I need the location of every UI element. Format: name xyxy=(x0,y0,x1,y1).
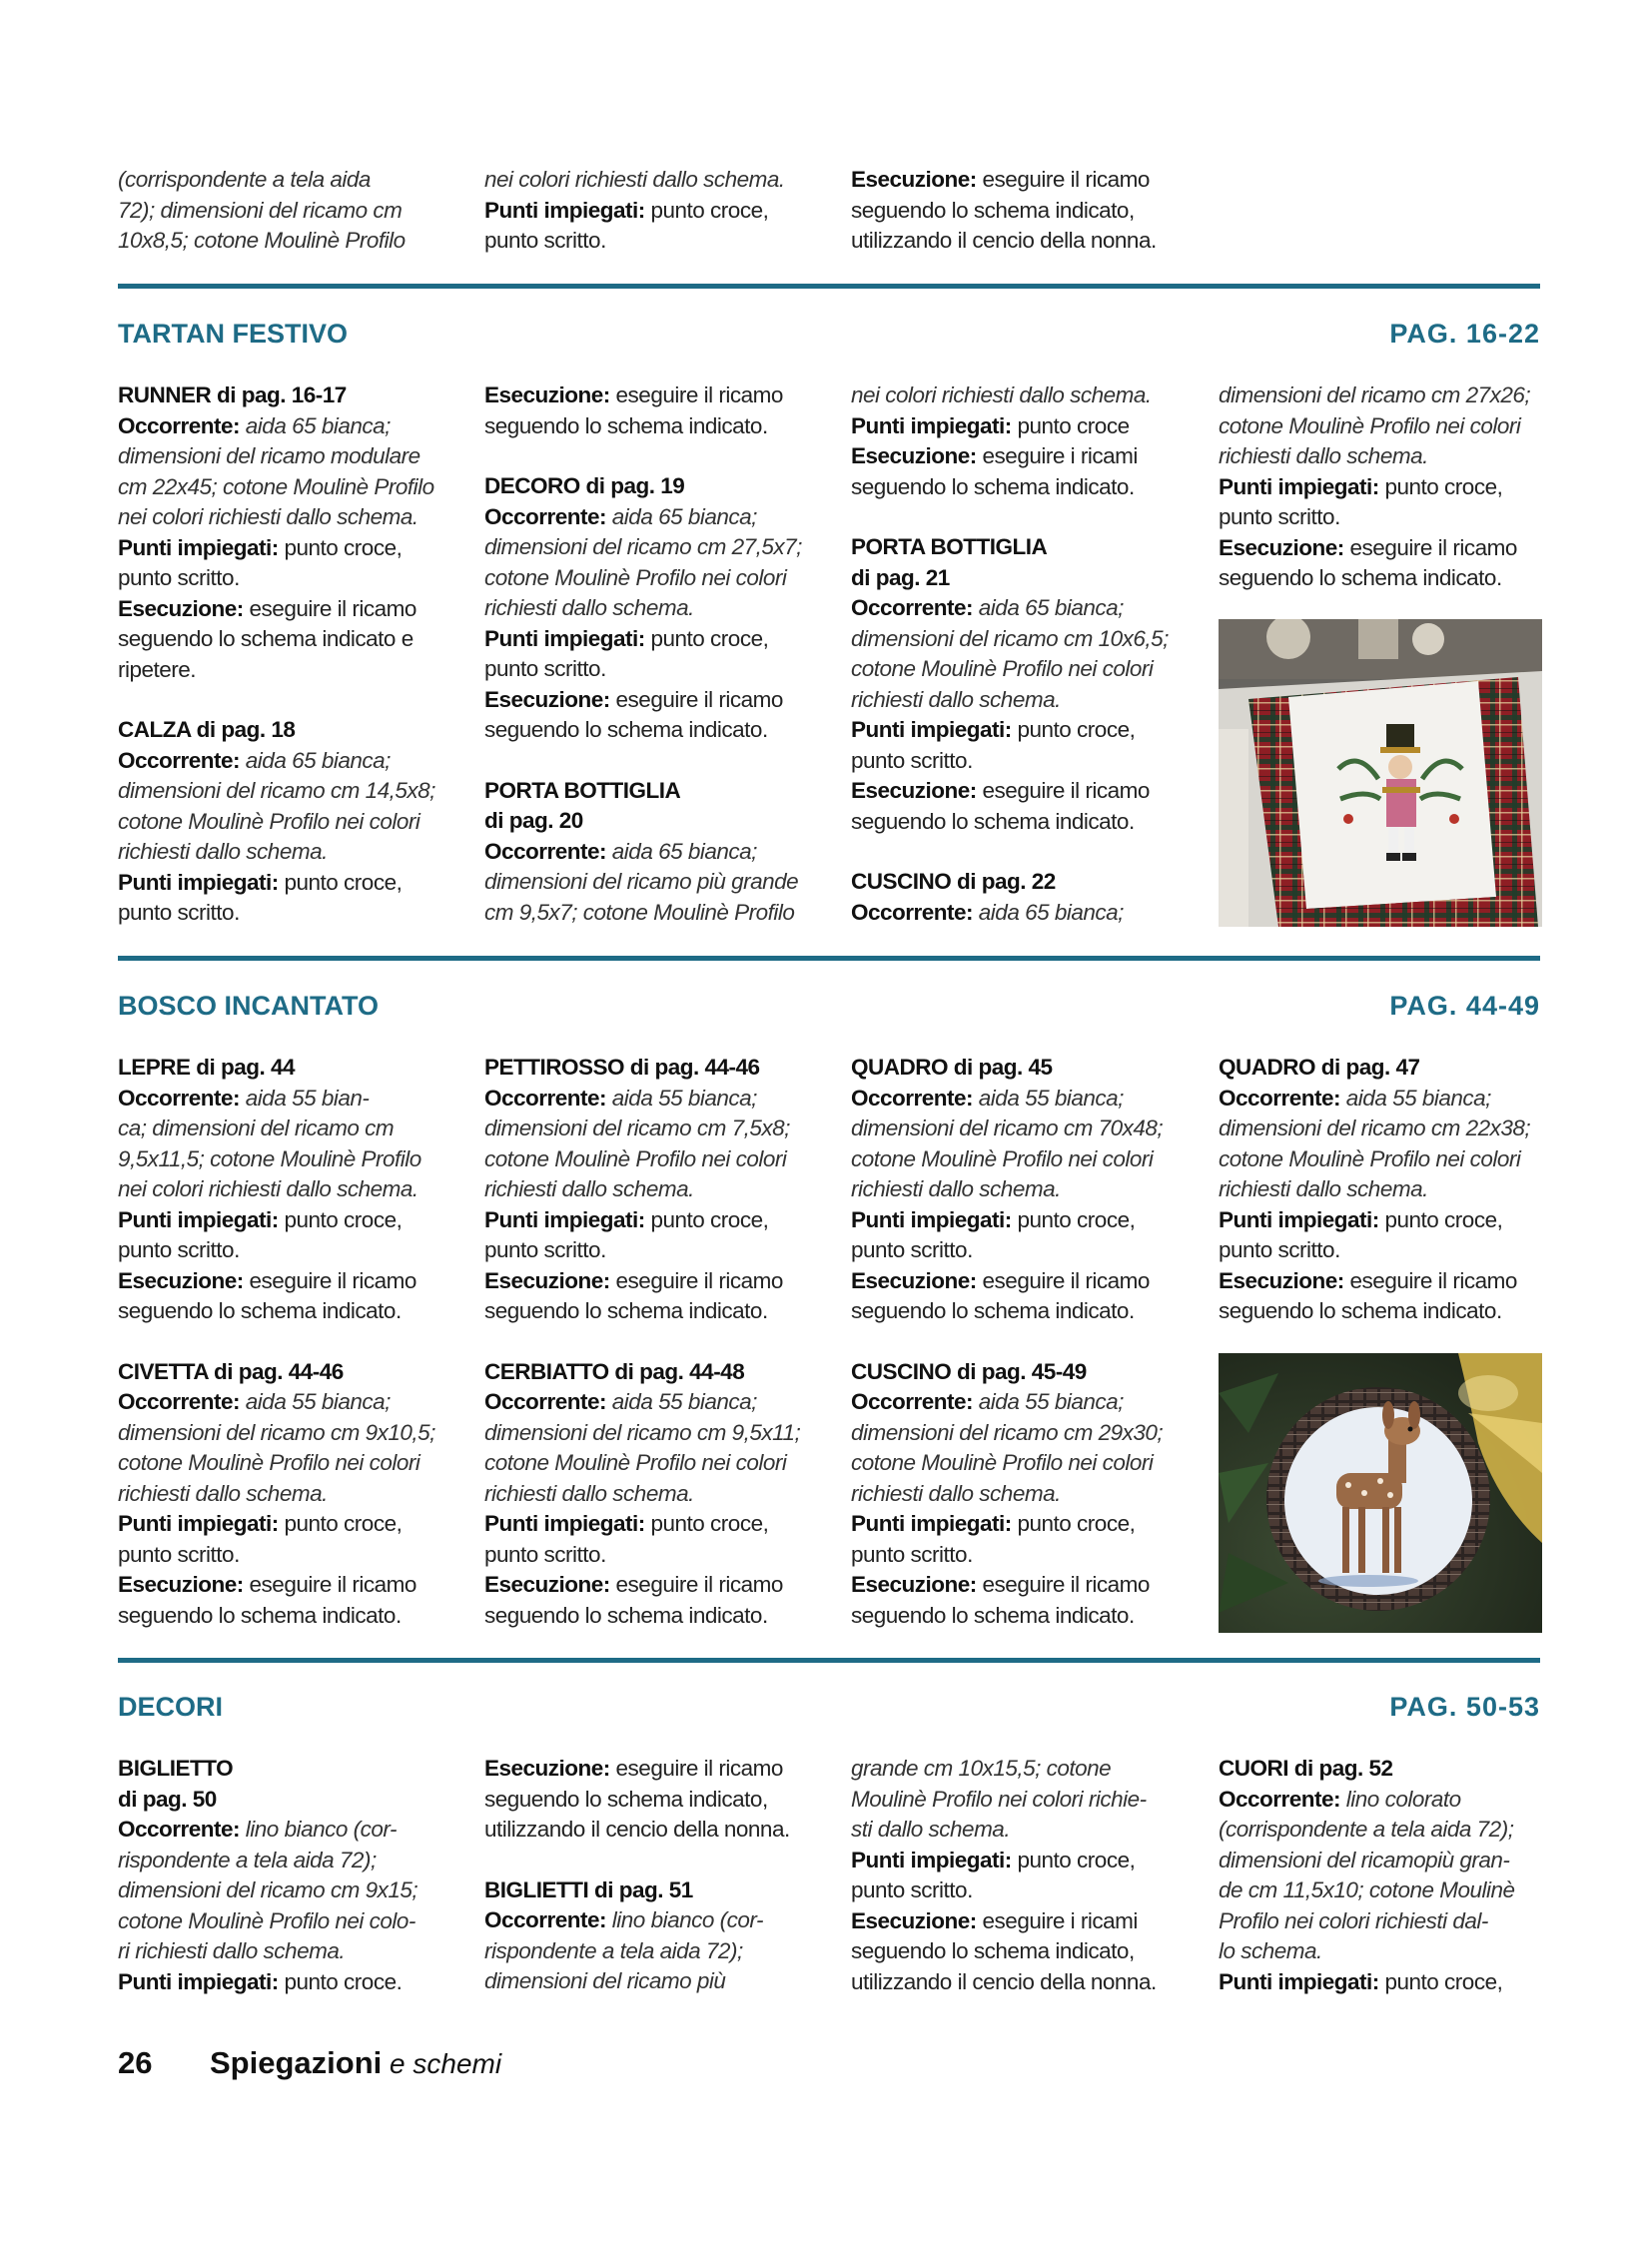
item-title: LEPRE di pag. 44 xyxy=(118,1055,296,1080)
punti-text: punto croce, xyxy=(644,197,769,223)
occ-label: Occorrente: xyxy=(484,1907,607,1932)
punti-text: punto croce, xyxy=(278,1206,403,1232)
item-title: CUSCINO di pag. 45-49 xyxy=(851,1358,1087,1384)
text-line: cotone Moulinè Profilo nei colori xyxy=(118,1450,420,1475)
section-pages-tartan: PAG. 16-22 xyxy=(1389,319,1540,349)
occ-label: Occorrente: xyxy=(484,503,607,529)
punti-text: punto croce, xyxy=(1011,1511,1136,1536)
item-title: BIGLIETTO xyxy=(118,1756,234,1781)
running-title-bold: Spiegazioni xyxy=(210,2045,383,2080)
esec-text: eseguire i ricami xyxy=(976,1907,1138,1933)
punti-label: Punti impiegati: xyxy=(851,412,1012,438)
text-line: cotone Moulinè Profilo nei colori xyxy=(851,1450,1154,1475)
tartan-col-3 xyxy=(851,380,1177,928)
text-line: punto scritto. xyxy=(851,1541,973,1567)
section-pages-bosco: PAG. 44-49 xyxy=(1389,991,1540,1021)
text-line: 72); dimensioni del ricamo cm xyxy=(118,197,403,223)
punti-label: Punti impiegati: xyxy=(118,869,279,895)
text-line: cotone Moulinè Profilo nei colori xyxy=(851,1145,1154,1171)
esec-label: Esecuzione: xyxy=(484,1756,610,1781)
occ-text: aida 65 bianca; xyxy=(240,412,391,438)
runner-nutcracker-photo xyxy=(1219,619,1542,927)
punti-label: Punti impiegati: xyxy=(118,1968,279,1994)
item-title: di pag. 20 xyxy=(484,808,583,833)
text-line: dimensioni del ricamo cm 10x6,5; xyxy=(851,625,1169,651)
text-line: cotone Moulinè Profilo nei colori xyxy=(484,1145,787,1171)
occ-text: aida 55 bianca; xyxy=(1340,1085,1491,1111)
text-line: lo schema. xyxy=(1219,1938,1322,1963)
text-line: seguendo lo schema indicato. xyxy=(851,1602,1135,1628)
occ-label: Occorrente: xyxy=(118,747,241,773)
text-line: nei colori richiesti dallo schema. xyxy=(851,382,1152,407)
text-line: dimensioni del ricamo cm 9,5x11; xyxy=(484,1419,801,1445)
occ-text: aida 55 bianca; xyxy=(973,1085,1124,1111)
text-line: seguendo lo schema indicato. xyxy=(484,412,768,438)
occ-text: lino colorato xyxy=(1340,1786,1461,1812)
esec-label: Esecuzione: xyxy=(851,1572,977,1597)
text-line: rispondente a tela aida 72); xyxy=(118,1847,377,1872)
item-title: QUADRO di pag. 45 xyxy=(851,1055,1053,1080)
esec-text: eseguire il ricamo xyxy=(1343,534,1517,560)
esec-line xyxy=(851,165,1177,196)
text-line: richiesti dallo schema. xyxy=(1219,443,1428,468)
esec-label: Esecuzione: xyxy=(118,1267,244,1293)
esec-text: eseguire il ricamo xyxy=(976,1572,1150,1597)
text-line: cotone Moulinè Profilo nei colo- xyxy=(118,1907,415,1933)
text-line: seguendo lo schema indicato. xyxy=(1219,565,1502,590)
tartan-col-1 xyxy=(118,380,443,929)
item-title: CIVETTA di pag. 44-46 xyxy=(118,1358,344,1384)
punti-text: punto croce, xyxy=(1011,1206,1136,1232)
section-title-decori: DECORI xyxy=(118,1692,224,1722)
item-title: PORTA BOTTIGLIA xyxy=(851,534,1048,559)
text-line: nei colori richiesti dallo schema. xyxy=(484,167,785,192)
esec-text: eseguire il ricamo xyxy=(609,1572,783,1597)
esec-label: Esecuzione: xyxy=(851,443,977,468)
running-title-italic: e schemi xyxy=(382,2048,502,2079)
text-line: seguendo lo schema indicato, xyxy=(851,197,1135,223)
text-line: punto scritto. xyxy=(118,1541,240,1567)
section-title-bosco: BOSCO INCANTATO xyxy=(118,991,379,1021)
punti-text: punto croce xyxy=(1011,412,1130,438)
text-line: ripetere. xyxy=(118,656,197,682)
punti-label: Punti impiegati: xyxy=(118,534,279,560)
esec-label: Esecuzione: xyxy=(1219,534,1344,560)
text-line: punto scritto. xyxy=(484,228,606,253)
punti-line xyxy=(484,196,810,227)
text-line: utilizzando il cencio della nonna. xyxy=(851,228,1157,253)
section-pages-decori: PAG. 50-53 xyxy=(1389,1692,1540,1722)
text-line: Moulinè Profilo nei colori richie- xyxy=(851,1786,1147,1812)
esec-text: eseguire il ricamo xyxy=(243,1572,416,1597)
occ-text: aida 55 bianca; xyxy=(240,1389,391,1414)
esec-label: Esecuzione: xyxy=(1219,1267,1344,1293)
esec-label: Esecuzione: xyxy=(851,1907,977,1933)
text-line: dimensioni del ricamo cm 27x26; xyxy=(1219,382,1531,407)
punti-label: Punti impiegati: xyxy=(484,1206,645,1232)
bosco-col-1 xyxy=(118,1053,443,1631)
text-line: richiesti dallo schema. xyxy=(118,1480,328,1506)
text-line: cotone Moulinè Profilo nei colori xyxy=(118,808,420,834)
text-line: seguendo lo schema indicato. xyxy=(118,1602,402,1628)
text-line: seguendo lo schema indicato. xyxy=(484,717,768,742)
text-line: punto scritto. xyxy=(851,747,973,773)
esec-label: Esecuzione: xyxy=(484,382,610,407)
text-line: dimensioni del ricamo cm 22x38; xyxy=(1219,1116,1531,1140)
text-line: dimensioni del ricamo cm 27,5x7; xyxy=(484,534,802,559)
text-line: richiesti dallo schema. xyxy=(851,1480,1061,1506)
text-line: richiesti dallo schema. xyxy=(1219,1176,1428,1201)
punti-label: Punti impiegati: xyxy=(1219,1206,1379,1232)
item-title: PETTIROSSO di pag. 44-46 xyxy=(484,1055,760,1080)
esec-label: Esecuzione: xyxy=(851,778,977,803)
top-col-2 xyxy=(484,165,810,257)
text-line: cm 22x45; cotone Moulinè Profilo xyxy=(118,473,434,499)
bosco-col-4 xyxy=(1219,1053,1544,1327)
punti-label: Punti impiegati: xyxy=(1219,473,1379,499)
punti-label: Punti impiegati: xyxy=(851,1511,1012,1536)
esec-label: Esecuzione: xyxy=(484,1572,610,1597)
occ-label: Occorrente: xyxy=(851,595,974,620)
esec-text: eseguire il ricamo xyxy=(609,382,783,407)
tartan-col-4 xyxy=(1219,380,1544,594)
text-line: seguendo lo schema indicato. xyxy=(484,1602,768,1628)
punti-text: punto croce, xyxy=(278,1511,403,1536)
occ-text: aida 65 bianca; xyxy=(973,899,1124,925)
text-line: seguendo lo schema indicato, xyxy=(484,1786,768,1812)
text-line: cotone Moulinè Profilo nei colori xyxy=(484,564,787,590)
text-line: richiesti dallo schema. xyxy=(484,595,694,620)
item-title: PORTA BOTTIGLIA xyxy=(484,777,681,803)
punti-label: Punti impiegati: xyxy=(484,197,645,223)
occ-text: aida 55 bian- xyxy=(240,1085,370,1111)
esec-text: eseguire il ricamo xyxy=(976,1267,1150,1293)
esec-label: Esecuzione: xyxy=(484,1267,610,1293)
text-line: sti dallo schema. xyxy=(851,1817,1011,1842)
tartan-col-2 xyxy=(484,380,810,928)
decori-col-1 xyxy=(118,1754,443,1997)
item-title: RUNNER di pag. 16-17 xyxy=(118,382,347,407)
esec-text: eseguire il ricamo xyxy=(609,1267,783,1293)
punti-text: punto croce, xyxy=(1378,473,1503,499)
punti-label: Punti impiegati: xyxy=(1219,1968,1379,1994)
text-line: (corrispondente a tela aida 72); xyxy=(1219,1817,1514,1842)
text-line: dimensioni del ricamo modulare xyxy=(118,443,420,468)
text-line: 10x8,5; cotone Moulinè Profilo xyxy=(118,228,406,253)
punti-text: punto croce, xyxy=(278,869,403,895)
punti-text: punto croce, xyxy=(1378,1968,1503,1994)
punti-label: Punti impiegati: xyxy=(118,1206,279,1232)
text-line: seguendo lo schema indicato e xyxy=(118,626,413,651)
text-line: richiesti dallo schema. xyxy=(118,839,328,864)
text-line: dimensioni del ricamo più xyxy=(484,1968,726,1993)
text-line: cotone Moulinè Profilo nei colori xyxy=(1219,412,1521,438)
occ-label: Occorrente: xyxy=(1219,1085,1341,1111)
esec-label: Esecuzione: xyxy=(484,686,610,712)
decori-col-4 xyxy=(1219,1754,1544,1997)
text-line: punto scritto. xyxy=(1219,504,1340,529)
text-line: 9,5x11,5; cotone Moulinè Profilo xyxy=(118,1145,421,1171)
esec-label: Esecuzione: xyxy=(851,1267,977,1293)
esec-text: eseguire i ricami xyxy=(976,443,1138,468)
occ-label: Occorrente: xyxy=(851,1085,974,1111)
text-line: nei colori richiesti dallo schema. xyxy=(118,1176,418,1201)
punti-text: punto croce. xyxy=(278,1968,403,1994)
text-line: dimensioni del ricamo più grande xyxy=(484,869,799,894)
punti-text: punto croce, xyxy=(1011,1847,1136,1872)
esec-text: eseguire il ricamo xyxy=(243,595,416,621)
text-line: punto scritto. xyxy=(484,656,606,681)
punti-text: punto croce, xyxy=(278,534,403,560)
item-title: di pag. 50 xyxy=(118,1786,217,1812)
punti-text: punto croce, xyxy=(644,1511,769,1536)
occ-text: lino bianco (cor- xyxy=(606,1907,763,1932)
bosco-col-2 xyxy=(484,1053,810,1631)
text-line: dimensioni del ricamo cm 9x10,5; xyxy=(118,1419,435,1445)
esec-label: Esecuzione: xyxy=(851,167,977,192)
item-title: QUADRO di pag. 47 xyxy=(1219,1055,1420,1080)
occ-text: aida 55 bianca; xyxy=(606,1085,757,1111)
occ-text: aida 65 bianca; xyxy=(240,747,391,773)
runner-photo-illustration xyxy=(1219,619,1542,927)
text-line: punto scritto. xyxy=(484,1541,606,1567)
text-line: seguendo lo schema indicato. xyxy=(851,1298,1135,1323)
text-line: richiesti dallo schema. xyxy=(484,1480,694,1506)
text-line: dimensioni del ricamo cm 7,5x8; xyxy=(484,1116,790,1140)
text-line: seguendo lo schema indicato. xyxy=(484,1298,768,1323)
text-line: dimensioni del ricamo cm 9x15; xyxy=(118,1877,418,1902)
esec-label: Esecuzione: xyxy=(118,595,244,621)
occ-label: Occorrente: xyxy=(484,838,607,864)
esec-label: Esecuzione: xyxy=(118,1572,244,1597)
occ-label: Occorrente: xyxy=(851,1389,974,1414)
text-line: ca; dimensioni del ricamo cm xyxy=(118,1116,395,1140)
decori-col-3 xyxy=(851,1754,1177,1997)
occ-label: Occorrente: xyxy=(484,1389,607,1414)
cushion-fawn-photo xyxy=(1219,1353,1542,1633)
text-line: dimensioni del ricamopiù gran- xyxy=(1219,1847,1510,1872)
text-line: seguendo lo schema indicato. xyxy=(1219,1298,1502,1323)
text-line: cotone Moulinè Profilo nei colori xyxy=(484,1450,787,1475)
text-line: punto scritto. xyxy=(851,1877,973,1902)
occ-label: Occorrente: xyxy=(484,1085,607,1111)
section-title-tartan: TARTAN FESTIVO xyxy=(118,319,348,349)
punti-label: Punti impiegati: xyxy=(484,1511,645,1536)
top-col-1 xyxy=(118,165,443,257)
occ-text: lino bianco (cor- xyxy=(240,1817,397,1842)
item-title: DECORO di pag. 19 xyxy=(484,473,685,498)
text-line: seguendo lo schema indicato, xyxy=(851,1938,1135,1963)
occ-text: aida 65 bianca; xyxy=(606,838,757,864)
bosco-col-3 xyxy=(851,1053,1177,1631)
text-line: seguendo lo schema indicato. xyxy=(118,1298,402,1323)
top-col-3 xyxy=(851,165,1177,257)
punti-label: Punti impiegati: xyxy=(851,1847,1012,1872)
text-line: cm 9,5x7; cotone Moulinè Profilo xyxy=(484,899,795,925)
text-line: dimensioni del ricamo cm 29x30; xyxy=(851,1419,1164,1445)
occ-label: Occorrente: xyxy=(851,899,974,925)
item-title: CALZA di pag. 18 xyxy=(118,717,296,742)
occ-label: Occorrente: xyxy=(1219,1786,1341,1812)
occ-text: aida 65 bianca; xyxy=(973,595,1124,620)
text-line: cotone Moulinè Profilo nei colori xyxy=(1219,1145,1521,1171)
punti-text: punto croce, xyxy=(1011,717,1136,742)
text-line: de cm 11,5x10; cotone Moulinè xyxy=(1219,1877,1515,1902)
punti-text: punto croce, xyxy=(1378,1206,1503,1232)
esec-text: eseguire il ricamo xyxy=(243,1267,416,1293)
punti-text: punto croce, xyxy=(644,1206,769,1232)
punti-label: Punti impiegati: xyxy=(851,717,1012,742)
decori-col-2 xyxy=(484,1754,810,1997)
item-title: CUSCINO di pag. 22 xyxy=(851,869,1056,894)
occ-label: Occorrente: xyxy=(118,412,241,438)
punti-label: Punti impiegati: xyxy=(118,1511,279,1536)
text-line: seguendo lo schema indicato. xyxy=(851,808,1135,834)
text-line: ri richiesti dallo schema. xyxy=(118,1938,346,1963)
text-line: (corrispondente a tela aida xyxy=(118,167,371,192)
text-line: rispondente a tela aida 72); xyxy=(484,1937,743,1963)
text-line: utilizzando il cencio della nonna. xyxy=(851,1968,1157,1994)
occ-text: aida 65 bianca; xyxy=(606,503,757,529)
item-title: CERBIATTO di pag. 44-48 xyxy=(484,1358,745,1384)
section-divider xyxy=(118,284,1540,289)
punti-label: Punti impiegati: xyxy=(851,1206,1012,1232)
text-line: grande cm 10x15,5; cotone xyxy=(851,1756,1112,1781)
item-title: CUORI di pag. 52 xyxy=(1219,1756,1393,1781)
page-number: 26 xyxy=(118,2045,153,2080)
text-line: richiesti dallo schema. xyxy=(484,1176,694,1201)
text-line: punto scritto. xyxy=(118,900,240,925)
occ-label: Occorrente: xyxy=(118,1085,241,1111)
text-line: punto scritto. xyxy=(484,1237,606,1262)
text-line: punto scritto. xyxy=(118,1237,240,1262)
punti-text: punto croce, xyxy=(644,625,769,651)
esec-text: eseguire il ricamo xyxy=(609,1756,783,1781)
fawn-photo-illustration xyxy=(1219,1353,1542,1633)
text-line: dimensioni del ricamo cm 14,5x8; xyxy=(118,778,435,803)
esec-text: eseguire il ricamo xyxy=(609,686,783,712)
esec-text: eseguire il ricamo xyxy=(1343,1267,1517,1293)
text-line: punto scritto. xyxy=(1219,1237,1340,1262)
text-line: nei colori richiesti dallo schema. xyxy=(118,504,418,529)
text-line: seguendo lo schema indicato. xyxy=(851,473,1135,499)
section-divider xyxy=(118,956,1540,961)
occ-label: Occorrente: xyxy=(118,1389,241,1414)
occ-label: Occorrente: xyxy=(118,1817,241,1842)
text-line: richiesti dallo schema. xyxy=(851,686,1061,712)
text-line: richiesti dallo schema. xyxy=(851,1176,1061,1201)
text-line: utilizzando il cencio della nonna. xyxy=(484,1817,790,1842)
text-line: punto scritto. xyxy=(851,1237,973,1262)
punti-label: Punti impiegati: xyxy=(484,625,645,651)
section-divider xyxy=(118,1658,1540,1663)
text-line: cotone Moulinè Profilo nei colori xyxy=(851,656,1154,681)
esec-text: eseguire il ricamo xyxy=(976,778,1150,803)
esec-text: eseguire il ricamo xyxy=(976,167,1150,192)
text-line: dimensioni del ricamo cm 70x48; xyxy=(851,1116,1164,1140)
text-line: Profilo nei colori richiesti dal- xyxy=(1219,1907,1488,1933)
text-line: punto scritto. xyxy=(118,565,240,590)
occ-text: aida 55 bianca; xyxy=(606,1389,757,1414)
occ-text: aida 55 bianca; xyxy=(973,1389,1124,1414)
item-title: di pag. 21 xyxy=(851,564,950,590)
item-title: BIGLIETTI di pag. 51 xyxy=(484,1876,693,1902)
running-title xyxy=(210,2045,501,2081)
